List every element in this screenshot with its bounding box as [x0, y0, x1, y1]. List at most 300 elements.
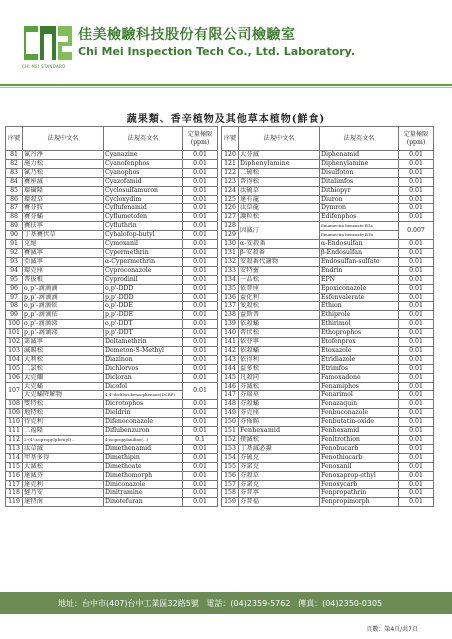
name-en: α-Cypermethrin [104, 257, 183, 266]
name-en: Cyhalofop-butyl [104, 231, 183, 240]
name-cn: 二氯松 [23, 364, 104, 373]
table-row [222, 444, 434, 453]
name-cn: 撲滅松 [239, 436, 320, 445]
name-en: Etoxazole [320, 346, 399, 355]
name-en: Dimethomorph [104, 471, 183, 480]
quant-limit: 0.01 [399, 159, 434, 168]
table-row [222, 151, 434, 160]
quant-limit: 0.01 [183, 329, 218, 338]
quant-limit: 0.01 [399, 284, 434, 293]
quant-limit: 0.01 [399, 151, 434, 160]
quant-limit: 0.01 [183, 266, 218, 275]
quant-limit: 0.01 [183, 284, 218, 293]
col-header-limit: 定量極限 (ppm) [399, 127, 434, 151]
table-row [222, 177, 434, 186]
row-number: 81 [6, 151, 23, 160]
quant-limit: 0.01 [399, 346, 434, 355]
name-cn: 芬普福 [239, 498, 320, 507]
quant-limit: 0.01 [399, 195, 434, 204]
name-en: Diniconazole [104, 480, 183, 489]
name-en: Famoxadone [320, 373, 399, 382]
quant-limit: 0.01 [399, 302, 434, 311]
table-row [222, 462, 434, 471]
table-row [222, 409, 434, 418]
table-row [6, 284, 218, 293]
quant-limit: 0.01 [183, 293, 218, 302]
name-cn: 丁基滅必蝨 [239, 444, 320, 453]
name-cn: 安殺番代謝物 [239, 257, 320, 266]
quant-limit: 0.01 [183, 338, 218, 347]
name-cn: 汰硫草 [239, 186, 320, 195]
logo-subtitle: CHI MEI STANDARD [22, 64, 66, 69]
table-row [222, 195, 434, 204]
row-number: 126 [222, 204, 239, 213]
table-row [222, 453, 434, 462]
row-number: 159 [222, 498, 239, 507]
name-en: Cyflufenamid [104, 204, 183, 213]
document-title: 蔬果類、香辛植物及其他草本植物(鮮食) [126, 114, 326, 125]
name-en: Ethirimol [320, 320, 399, 329]
table-row [6, 204, 218, 213]
table-row [6, 498, 218, 507]
row-number: 113 [6, 444, 23, 453]
quant-limit: 0.01 [183, 177, 218, 186]
quant-limit: 0.01 [399, 204, 434, 213]
table-row [222, 382, 434, 391]
name-en: Diphenamid [320, 151, 399, 160]
name-cn: 達有龍 [239, 195, 320, 204]
row-number: 94 [6, 266, 23, 275]
analyte-table-right [221, 126, 434, 507]
table-row [6, 346, 218, 355]
quant-limit: 0.1 [183, 436, 218, 445]
name-cn: 芬瑞莫 [239, 391, 320, 400]
name-cn: 環磺隆 [23, 186, 104, 195]
name-cn: 汰草滅 [23, 444, 104, 453]
table-row [6, 186, 218, 195]
quant-limit: 0.01 [399, 329, 434, 338]
name-cn: o,p'-滴滴滴 [23, 284, 104, 293]
quant-limit: 0.01 [399, 391, 434, 400]
row-number: 155 [222, 462, 239, 471]
name-en: Cypermethrin [104, 248, 183, 257]
table-row [6, 489, 218, 498]
name-en: Epoxiconazole [320, 284, 399, 293]
name-cn: 安特靈 [239, 266, 320, 275]
table-row [6, 240, 218, 249]
quant-limit: 0.01 [399, 418, 434, 427]
row-number: 122 [222, 168, 239, 177]
quant-limit: 0.01 [183, 151, 218, 160]
table-row [6, 302, 218, 311]
name-cn: 芬克座 [239, 409, 320, 418]
quant-limit: 0.01 [399, 382, 434, 391]
name-en: Fenhexamid [320, 427, 399, 436]
quant-limit: 0.01 [183, 257, 218, 266]
name-en: β-Endosulfan [320, 248, 399, 257]
quant-limit: 0.01 [399, 266, 434, 275]
name-cn: 達克利 [23, 480, 104, 489]
name-en: Dinotefuran [104, 498, 183, 507]
table-row [222, 222, 434, 231]
table-row [222, 355, 434, 364]
row-number: 137 [222, 302, 239, 311]
row-number: 117 [6, 480, 23, 489]
name-en: Cyanazine [104, 151, 183, 160]
name-cn: 二福隆 [23, 427, 104, 436]
row-number: 110 [6, 418, 23, 427]
quant-limit: 0.01 [399, 471, 434, 480]
table-header-row [222, 127, 434, 151]
row-number: 130 [222, 240, 239, 249]
table-row [6, 409, 218, 418]
name-en: Fenoxanil [320, 462, 399, 471]
name-en: Cyproconazole [104, 266, 183, 275]
name-en: Diuron [320, 195, 399, 204]
quant-limit: 0.01 [399, 168, 434, 177]
address: 台中市(407)台中工業區32路5號 [82, 599, 199, 608]
row-number: 87 [6, 204, 23, 213]
name-cn: β-安殺番 [239, 248, 320, 257]
table-row [6, 373, 218, 382]
company-name-cn: 佳美檢驗科技股份有限公司檢驗室 [78, 27, 296, 43]
row-number: 111 [6, 427, 23, 436]
name-en: p,p'-DDE [104, 311, 183, 320]
table-row [6, 151, 218, 160]
table-row [222, 213, 434, 222]
name-cn: 益化利 [239, 293, 320, 302]
quant-limit: 0.01 [183, 195, 218, 204]
name-en: Fenbutatin-oxide [320, 418, 399, 427]
row-number: 100 [6, 320, 23, 329]
table-row [6, 418, 218, 427]
name-cn: 芬滅松 [239, 382, 320, 391]
name-cn: 芬佈賜 [239, 418, 320, 427]
quant-limit: 0.01 [183, 346, 218, 355]
quant-limit: 0.01 [399, 462, 434, 471]
quant-limit: 0.01 [399, 213, 434, 222]
name-cn: 施力松 [23, 159, 104, 168]
name-en: Difenoconazole [104, 418, 183, 427]
quant-limit: 0.01 [183, 382, 218, 400]
phone-label: 電話： [206, 599, 231, 608]
row-number: 124 [222, 186, 239, 195]
name-cn: 普伏松 [239, 329, 320, 338]
table-row [6, 213, 218, 222]
quant-limit: 0.01 [399, 320, 434, 329]
row-number: 131 [222, 248, 239, 257]
row-number: 105 [6, 364, 23, 373]
quant-limit: 0.01 [399, 177, 434, 186]
name-en: Diflubenzuron [104, 427, 183, 436]
row-number: 133 [222, 266, 239, 275]
table-row [222, 329, 434, 338]
name-cn: 待克利 [23, 418, 104, 427]
name-en: Dicrotophos [104, 400, 183, 409]
row-number: 97 [6, 293, 23, 302]
row-number: 144 [222, 364, 239, 373]
name-cn: o,p'-滴滴依 [23, 302, 104, 311]
quant-limit: 0.01 [399, 257, 434, 266]
name-cn: 環殺草 [23, 195, 104, 204]
table-row [222, 436, 434, 445]
col-header-limit: 定量極限 (ppm) [183, 127, 218, 151]
row-number: 84 [6, 177, 23, 186]
row-number: 107 [6, 382, 23, 400]
table-row [222, 293, 434, 302]
name-cn: 賽芬胺 [23, 204, 104, 213]
table-row [222, 418, 434, 427]
row-number: 118 [6, 489, 23, 498]
row-number: 88 [6, 213, 23, 222]
name-en: Dicloran [104, 373, 183, 382]
quant-limit: 0.01 [399, 480, 434, 489]
table-row [6, 168, 218, 177]
row-number: 157 [222, 480, 239, 489]
table-row [222, 168, 434, 177]
name-cn: 賽座滅 [23, 177, 104, 186]
table-row [222, 204, 434, 213]
name-cn: 環克座 [23, 266, 104, 275]
col-header-no: 序號 [222, 127, 239, 151]
quant-limit: 0.01 [399, 293, 434, 302]
name-cn: 大利松 [23, 355, 104, 364]
name-cn: 因滅汀 [239, 222, 320, 240]
name-en: Demeton-S-Methyl [104, 346, 183, 355]
table-row [222, 275, 434, 284]
row-number: 127 [222, 213, 239, 222]
row-number: 82 [6, 159, 23, 168]
name-en: Cymoxanil [104, 240, 183, 249]
col-header-cn: 法規中文名 [239, 127, 320, 151]
col-header-en: 法規英文名 [104, 127, 183, 151]
name-cn: 大芬滅 [239, 151, 320, 160]
quant-limit: 0.01 [399, 240, 434, 249]
row-number: 99 [6, 311, 23, 320]
quant-limit: 0.01 [183, 373, 218, 382]
table-row [222, 364, 434, 373]
row-number: 156 [222, 471, 239, 480]
name-en: Fenoxycarb [320, 480, 399, 489]
row-number: 141 [222, 338, 239, 347]
name-en: Deltamethrin [104, 338, 183, 347]
row-number: 92 [6, 248, 23, 257]
name-en: Cyflumetofen [104, 213, 183, 222]
name-cn: p,p'-滴滴滴 [23, 293, 104, 302]
name-cn: 氰乃松 [23, 168, 104, 177]
row-number: 138 [222, 311, 239, 320]
quant-limit: 0.01 [399, 275, 434, 284]
row-number: 125 [222, 195, 239, 204]
name-cn: 芬殺草 [239, 471, 320, 480]
row-number: 146 [222, 382, 239, 391]
name-en: Etrimfos [320, 364, 399, 373]
name-cn: 芬硫克 [239, 453, 320, 462]
name-cn: 氰丹淨 [23, 151, 104, 160]
name-cn: p,p'-滴滴涕 [23, 329, 104, 338]
name-en: Dichlorvos [104, 364, 183, 373]
name-en: Etridiazole [320, 355, 399, 364]
fax: (04)2350-0305 [322, 599, 383, 608]
table-row [6, 231, 218, 240]
quant-limit: 0.01 [399, 400, 434, 409]
table-body-left [6, 151, 218, 507]
table-row [6, 364, 218, 373]
name-en: Dimethipin [104, 453, 183, 462]
quant-limit: 0.01 [183, 498, 218, 507]
name-cn: 汰草龍 [239, 204, 320, 213]
fax-label: 傳真： [298, 599, 323, 608]
name-cn: 克絕 [23, 240, 104, 249]
table-row [6, 311, 218, 320]
name-en: p,p'-DDT [104, 329, 183, 338]
row-number: 95 [6, 275, 23, 284]
table-row [222, 338, 434, 347]
name-en: Cyclosulfamuron [104, 186, 183, 195]
table-row [222, 266, 434, 275]
table-row [6, 462, 218, 471]
quant-limit: 0.01 [399, 355, 434, 364]
name-en: Dimethenamid [104, 444, 183, 453]
name-en: EPN [320, 275, 399, 284]
quant-limit: 2-(4-isopropylphenyl)... [23, 436, 104, 445]
row-number: 85 [6, 186, 23, 195]
quant-limit: 0.01 [399, 364, 434, 373]
quant-limit: 0.01 [399, 248, 434, 257]
quant-limit: 0.01 [399, 311, 434, 320]
table-row [222, 400, 434, 409]
quant-limit: 0.01 [399, 338, 434, 347]
name-cn: 丁基賽伏草 [23, 231, 104, 240]
name-cn: 賽芬蟎 [23, 213, 104, 222]
row-number: 153 [222, 444, 239, 453]
quant-limit: 0.01 [183, 427, 218, 436]
name-cn: 芬諾克 [239, 462, 320, 471]
table-row [222, 427, 434, 436]
col-header-no: 序號 [6, 127, 23, 151]
row-number: 129 [222, 231, 239, 240]
table-row [222, 346, 434, 355]
row-number: 103 [6, 346, 23, 355]
table-row [6, 471, 218, 480]
table-row [222, 373, 434, 382]
footer-contact [58, 598, 382, 609]
name-en: Disulfoton [320, 168, 399, 177]
table-body-right [222, 151, 434, 507]
quant-limit: 0.01 [183, 400, 218, 409]
row-number: 83 [6, 168, 23, 177]
row-number: 132 [222, 257, 239, 266]
name-en: Endosulfan-sulfate [320, 257, 399, 266]
col-header-en: 法規英文名 [320, 127, 399, 151]
name-en: Etofenprox [320, 338, 399, 347]
table-row [222, 480, 434, 489]
quant-limit: 0.01 [183, 418, 218, 427]
quant-limit: 0.01 [399, 427, 434, 436]
name-cn: 益斯普 [239, 311, 320, 320]
quant-limit: 0.01 [183, 222, 218, 231]
row-number: 96 [6, 284, 23, 293]
quant-limit: 0.01 [183, 453, 218, 462]
row-number: 148 [222, 400, 239, 409]
name-cn: 芬殺蟎 [239, 400, 320, 409]
name-en: Endrin [320, 266, 399, 275]
table-row [6, 257, 218, 266]
table-row [6, 453, 218, 462]
row-number: 145 [222, 373, 239, 382]
quant-limit: 0.01 [183, 444, 218, 453]
table-row [6, 400, 218, 409]
name-cn: 達特南 [23, 498, 104, 507]
name-en: Ethiprole [320, 311, 399, 320]
row-number: 98 [6, 302, 23, 311]
row-number: 154 [222, 453, 239, 462]
row-number: 90 [6, 231, 23, 240]
quant-limit: 0.01 [399, 444, 434, 453]
name-en: o,p'-DDD [104, 284, 183, 293]
name-en: Fenpropathrin [320, 489, 399, 498]
table-row [222, 186, 434, 195]
row-number: 139 [222, 320, 239, 329]
name-cn: 賽扶寧 [23, 222, 104, 231]
name-cn: 凡殺同 [239, 373, 320, 382]
header-rule-thin [0, 87, 452, 88]
address-label: 地址： [58, 599, 82, 608]
row-number: 158 [222, 489, 239, 498]
table-row [6, 177, 218, 186]
row-number: 106 [6, 373, 23, 382]
quant-limit: 0.01 [399, 489, 434, 498]
col-header-cn: 法規中文名 [23, 127, 104, 151]
quant-limit: 0.01 [183, 186, 218, 195]
row-number: 143 [222, 355, 239, 364]
name-en: Edifenphos [320, 213, 399, 222]
name-en: Dieldrin [104, 409, 183, 418]
name-en: Cycloxydim [104, 195, 183, 204]
table-row [6, 382, 218, 391]
table-row [6, 338, 218, 347]
company-name-en: Chi Mei Inspection Tech Co., Ltd. Laboratory. [78, 45, 356, 58]
table-row [222, 489, 434, 498]
quant-limit: 0.01 [183, 231, 218, 240]
row-number: 108 [6, 400, 23, 409]
name-cn: 普得松 [239, 177, 320, 186]
name-cn: 滅賜松 [23, 346, 104, 355]
table-row [222, 248, 434, 257]
table-row [222, 498, 434, 507]
table-row [222, 311, 434, 320]
name-en: Fenbuconazole [320, 409, 399, 418]
quant-limit: 0.01 [183, 168, 218, 177]
quant-limit: 0.01 [399, 186, 434, 195]
name-cn: Diphenylamine [239, 159, 320, 168]
name-en: Dimethoate [104, 462, 183, 471]
quant-limit: 0.01 [183, 409, 218, 418]
table-row [222, 159, 434, 168]
name-cn: 普拔根 [23, 275, 104, 284]
quant-limit: 0.01 [183, 471, 218, 480]
table-row [6, 436, 218, 445]
name-cn: 大克爛 [23, 373, 104, 382]
name-cn: 第滅寧 [23, 338, 104, 347]
name-en: o,p'-DDT [104, 320, 183, 329]
table-row [6, 480, 218, 489]
row-number: 134 [222, 275, 239, 284]
quant-limit: 0.01 [183, 480, 218, 489]
name-en: o,p'-DDE [104, 302, 183, 311]
cms-logo-icon [24, 22, 72, 70]
quant-limit: 0.01 [183, 159, 218, 168]
